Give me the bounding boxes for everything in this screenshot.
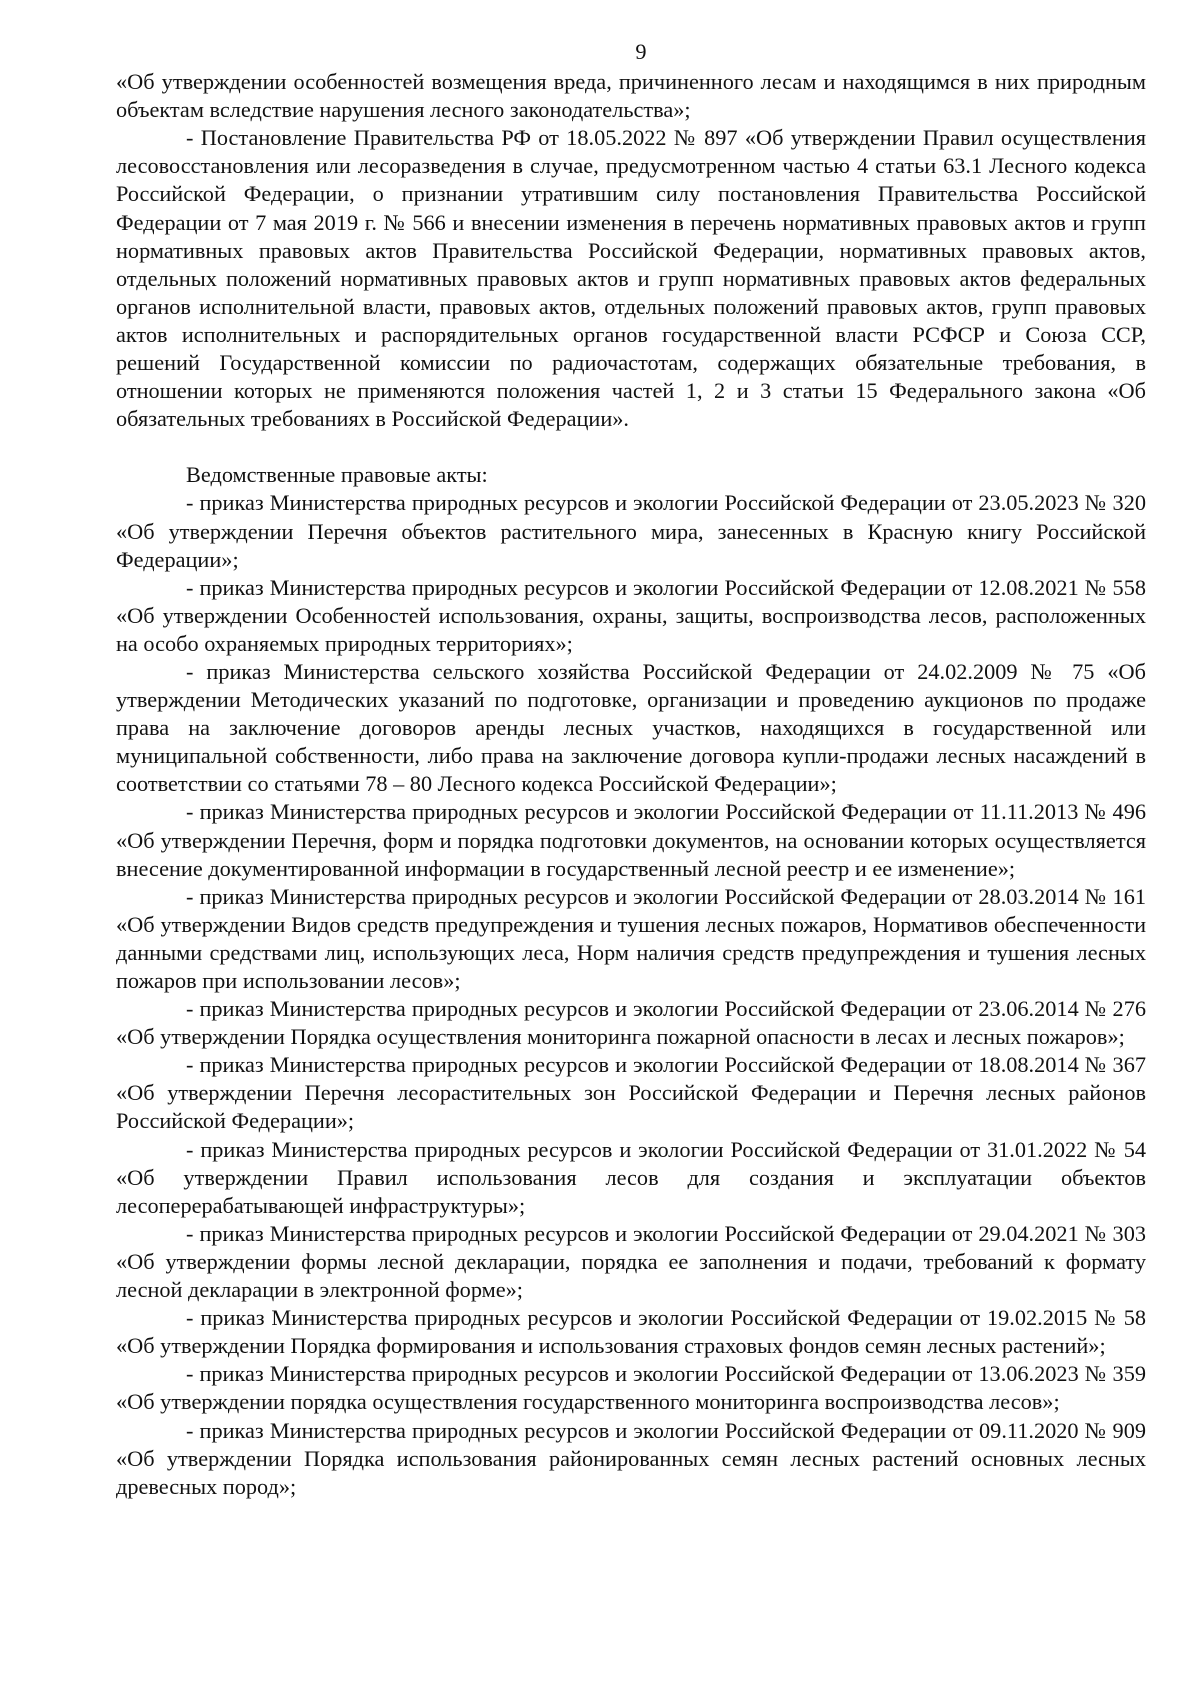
list-item: - приказ Министерства природных ресурсов и экологии Российской Федерации от 23.06.2014 № 276 «Об утверждении Порядка осуществления мониторинга пожарной опасности в лесах и лесных пожаров»;: [116, 996, 1146, 1050]
list-item: - приказ Министерства природных ресурсов и экологии Российской Федерации от 13.06.2023 № 359 «Об утверждении порядка осуществления государственного мониторинга воспроизводства лесов»;: [116, 1361, 1146, 1415]
list-item: - приказ Министерства природных ресурсов и экологии Российской Федерации от 12.08.2021 № 558 «Об утверждении Особенностей использования, охраны, защиты, воспроизводства лесов, расположенных на особо охраняемых природных территориях»;: [116, 574, 1146, 656]
list-item: - приказ Министерства природных ресурсов и экологии Российской Федерации от 31.01.2022 № 54 «Об утверждении Правил использования лесов для создания и эксплуатации объектов лесоперерабатывающей инфраструктуры»;: [116, 1136, 1146, 1218]
list-item: - приказ Министерства природных ресурсов и экологии Российской Федерации от 28.03.2014 № 161 «Об утверждении Видов средств предупреждения и тушения лесных пожаров, Нормативов обеспеченности данными средствами лиц, использующих леса, Норм наличия средств предупреждения и тушения лесных пожаров при использовании лесов»;: [116, 883, 1146, 993]
list-item: - приказ Министерства природных ресурсов и экологии Российской Федерации от 09.11.2020 № 909 «Об утверждении Порядка использования районированных семян лесных растений основных лесных древесных пород»;: [116, 1417, 1146, 1499]
list-item: - приказ Министерства природных ресурсов и экологии Российской Федерации от 29.04.2021 № 303 «Об утверждении формы лесной декларации, порядка ее заполнения и подачи, требований к формату лесной декларации в электронной форме»;: [116, 1220, 1146, 1303]
paragraph-government-decree: - Постановление Правительства РФ от 18.05.2022 № 897 «Об утверждении Правил осуществления лесовосстановления или лесоразведения в случае, предусмотренном частью 4 статьи 63.1 Лесного кодекса Российской Федерации, о признании утратившим силу постановления Правительства Российской Федерации от 7 мая 2019 г. № 566 и внесении изменения в перечень нормативных правовых актов и групп нормативных правовых актов Правительства Российской Федерации, нормативных правовых актов, отдельных положений нормативных правовых актов и групп нормативных правовых актов федеральных органов исполнительной власти, правовых актов, отдельных положений правовых актов, групп правовых актов исполнительных и распорядительных органов государственной власти РСФСР и Союза ССР, решений Государственной комиссии по радиочастотам, содержащих обязательные требования, в отношении которых не применяются положения частей 1, 2 и 3 статьи 15 Федерального закона «Об обязательных требованиях в Российской Федерации».: [116, 125, 1146, 432]
page-number: 9: [635, 39, 647, 64]
list-item: - приказ Министерства природных ресурсов и экологии Российской Федерации от 11.11.2013 № 496 «Об утверждении Перечня, форм и порядка подготовки документов, на основании которых осуществляется внесение документированной информации в государственный лесной реестр и ее изменение»;: [116, 799, 1146, 881]
section-heading: Ведомственные правовые акты:: [186, 462, 488, 488]
paragraph-spacer: [116, 433, 1146, 461]
list-item: - приказ Министерства природных ресурсов и экологии Российской Федерации от 18.08.2014 № 367 «Об утверждении Перечня лесорастительных зон Российской Федерации и Перечня лесных районов Российской Федерации»;: [116, 1052, 1146, 1134]
list-item: - приказ Министерства природных ресурсов и экологии Российской Федерации от 19.02.2015 № 58 «Об утверждении Порядка формирования и использования страховых фондов семян лесных растений»;: [116, 1305, 1146, 1359]
list-item: - приказ Министерства сельского хозяйства Российской Федерации от 24.02.2009 № 75 «Об утверждении Методических указаний по подготовке, организации и проведению аукционов по продаже права на заключение договоров аренды лесных участков, находящихся в государственной или муниципальной собственности, либо права на заключение договора купли-продажи лесных насаждений в соответствии со статьями 78 – 80 Лесного кодекса Российской Федерации»;: [116, 658, 1146, 797]
paragraph-continuation: «Об утверждении особенностей возмещения вреда, причиненного лесам и находящимся в них природным объектам вследствие нарушения лесного законодательства»;: [116, 69, 1146, 123]
list-item: - приказ Министерства природных ресурсов и экологии Российской Федерации от 23.05.2023 № 320 «Об утверждении Перечня объектов растительного мира, занесенных в Красную книгу Российской Федерации»;: [116, 490, 1146, 572]
